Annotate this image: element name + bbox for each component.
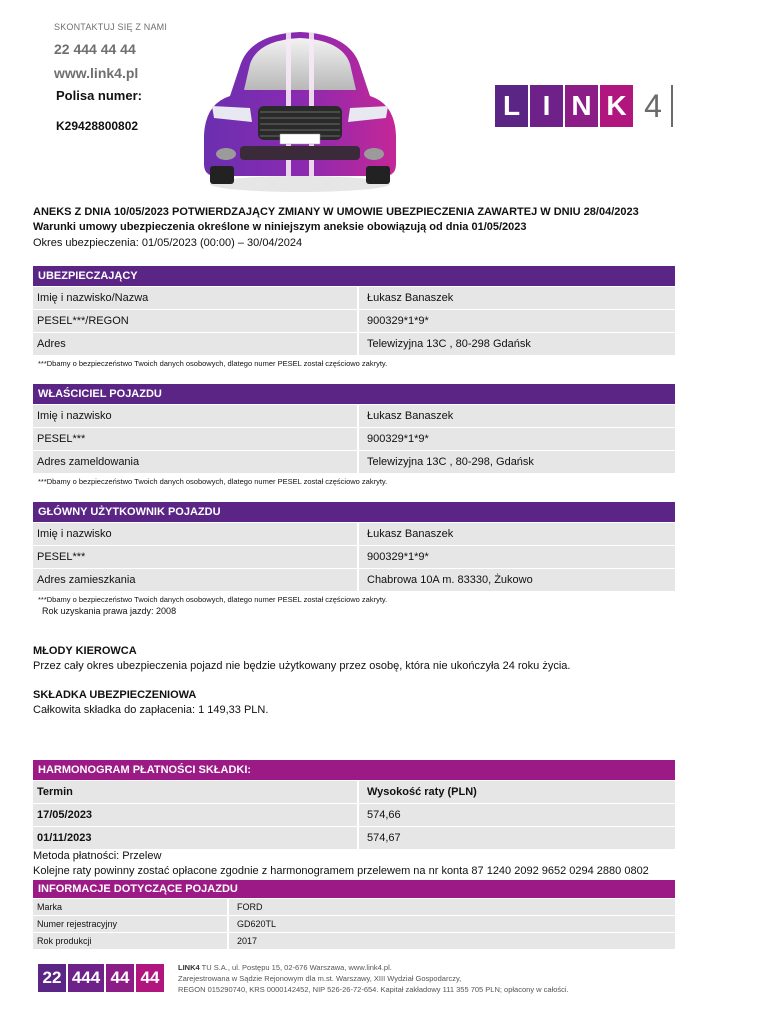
row-label: Adres xyxy=(37,338,66,350)
insured-section xyxy=(33,266,675,368)
table-row xyxy=(33,450,675,473)
annex-title: ANEKS Z DNIA 10/05/2023 POTWIERDZAJĄCY ZMIANY W UMOWIE UBEZPIECZENIA ZAWARTEJ W DNIU 28/04/2023 xyxy=(33,206,639,218)
footer-line-3: REGON 015290740, KRS 0000142452, NIP 526-26-72-654. Kapitał zakładowy 111 355 705 PLN; opłacony w całości. xyxy=(178,985,569,994)
young-driver-heading: MŁODY KIEROWCA xyxy=(33,645,137,657)
footer-line-1-text: TU S.A., ul. Postępu 15, 02-676 Warszawa, www.link4.pl. xyxy=(199,963,392,972)
table-row xyxy=(33,545,675,568)
policy-number: K29428800802 xyxy=(56,119,139,133)
table-row xyxy=(33,568,675,591)
row-label: PESEL***/REGON xyxy=(37,315,129,327)
table-row xyxy=(33,404,675,427)
row-label: PESEL*** xyxy=(37,551,86,563)
main-user-heading: GŁÓWNY UŻYTKOWNIK POJAZDU xyxy=(33,502,675,522)
column-header-amount: Wysokość raty (PLN) xyxy=(357,781,675,803)
footer-phone xyxy=(38,964,166,992)
row-value: Chabrowa 10A m. 83330, Żukowo xyxy=(357,569,675,591)
payment-method: Metoda płatności: Przelew xyxy=(33,850,162,862)
pesel-note: ***Dbamy o bezpieczeństwo Twoich danych osobowych, dlatego numer PESEL został częściowo zakryty. xyxy=(38,595,388,604)
payment-info: Kolejne raty powinny zostać opłacone zgodnie z harmonogramem przelewem na nr konta 87 1240 2092 9652 0294 2880 0802 xyxy=(33,865,649,877)
owner-section xyxy=(33,384,675,486)
footer-line-2: Zarejestrowana w Sądzie Rejonowym dla m.st. Warszawy, XIII Wydział Gospodarczy, xyxy=(178,974,462,983)
table-row xyxy=(33,309,675,332)
premium-heading: SKŁADKA UBEZPIECZENIOWA xyxy=(33,689,197,701)
installment-amount: 574,66 xyxy=(357,804,675,826)
row-value: Telewizyjna 13C , 80-298, Gdańsk xyxy=(357,451,675,473)
table-row xyxy=(33,522,675,545)
premium-text: Całkowita składka do zapłacenia: 1 149,33 PLN. xyxy=(33,704,269,716)
table-row xyxy=(33,332,675,355)
logo-letter-l: L xyxy=(495,85,528,127)
footer-phone-part: 22 xyxy=(38,964,66,992)
annex-subtitle: Warunki umowy ubezpieczenia określone w niniejszym aneksie obowiązują od dnia 01/05/2023 xyxy=(33,221,527,233)
payment-schedule xyxy=(33,760,675,849)
installment-date: 17/05/2023 xyxy=(37,809,93,821)
table-row xyxy=(33,932,675,949)
young-driver-text: Przez cały okres ubezpieczenia pojazd nie będzie użytkowany przez osobę, która nie ukończyła 24 roku życia. xyxy=(33,660,571,672)
schedule-heading: HARMONOGRAM PŁATNOŚCI SKŁADKI: xyxy=(33,760,675,780)
contact-phone: 22 444 44 44 xyxy=(54,41,136,57)
logo-divider xyxy=(671,85,673,127)
pesel-note: ***Dbamy o bezpieczeństwo Twoich danych osobowych, dlatego numer PESEL został częściowo zakryty. xyxy=(38,477,388,486)
row-value: 900329*1*9* xyxy=(357,428,675,450)
table-row xyxy=(33,427,675,450)
footer-phone-part: 44 xyxy=(136,964,164,992)
footer-company-info xyxy=(178,962,569,995)
table-row xyxy=(33,803,675,826)
row-value: Łukasz Banaszek xyxy=(357,405,675,427)
license-year: Rok uzyskania prawa jazdy: 2008 xyxy=(42,606,177,616)
row-value: 900329*1*9* xyxy=(357,546,675,568)
row-value: Telewizyjna 13C , 80-298 Gdańsk xyxy=(357,333,675,355)
logo-letter-i: I xyxy=(530,85,563,127)
footer-company-name: LINK4 xyxy=(178,963,200,972)
row-label: PESEL*** xyxy=(37,433,86,445)
footer-phone-part: 444 xyxy=(68,964,104,992)
row-label: Imię i nazwisko xyxy=(37,528,112,540)
contact-label: SKONTAKTUJ SIĘ Z NAMI xyxy=(54,22,168,32)
policy-label: Polisa numer: xyxy=(56,88,142,103)
row-value: 2017 xyxy=(227,933,675,949)
owner-heading: WŁAŚCICIEL POJAZDU xyxy=(33,384,675,404)
row-value: GD620TL xyxy=(227,916,675,932)
link4-logo xyxy=(495,85,673,127)
table-row xyxy=(33,826,675,849)
footer-phone-part: 44 xyxy=(106,964,134,992)
installment-amount: 574,67 xyxy=(357,827,675,849)
row-label: Imię i nazwisko/Nazwa xyxy=(37,292,149,304)
row-value: 900329*1*9* xyxy=(357,310,675,332)
installment-date: 01/11/2023 xyxy=(37,832,92,844)
main-user-section xyxy=(33,502,675,604)
logo-letter-n: N xyxy=(565,85,598,127)
table-header-row xyxy=(33,780,675,803)
row-label: Imię i nazwisko xyxy=(37,410,112,422)
table-row xyxy=(33,898,675,915)
row-label: Adres zamieszkania xyxy=(37,574,136,586)
logo-letter-k: K xyxy=(600,85,633,127)
row-value: Łukasz Banaszek xyxy=(357,287,675,309)
table-row xyxy=(33,286,675,309)
logo-number: 4 xyxy=(644,87,662,124)
insured-heading: UBEZPIECZAJĄCY xyxy=(33,266,675,286)
column-header-date: Termin xyxy=(37,786,73,798)
row-value: FORD xyxy=(227,899,675,915)
row-label: Adres zameldowania xyxy=(37,456,140,468)
row-label: Numer rejestracyjny xyxy=(37,919,118,929)
row-label: Rok produkcji xyxy=(37,936,92,946)
footer-line-1 xyxy=(178,962,569,973)
pesel-note: ***Dbamy o bezpieczeństwo Twoich danych osobowych, dlatego numer PESEL został częściowo zakryty. xyxy=(38,359,388,368)
car-image xyxy=(200,26,400,194)
vehicle-heading: INFORMACJE DOTYCZĄCE POJAZDU xyxy=(33,880,675,898)
table-row xyxy=(33,915,675,932)
row-value: Łukasz Banaszek xyxy=(357,523,675,545)
row-label: Marka xyxy=(37,902,63,912)
insurance-period: Okres ubezpieczenia: 01/05/2023 (00:00) – 30/04/2024 xyxy=(33,237,303,249)
contact-website[interactable]: www.link4.pl xyxy=(54,65,139,81)
vehicle-section xyxy=(33,880,675,949)
